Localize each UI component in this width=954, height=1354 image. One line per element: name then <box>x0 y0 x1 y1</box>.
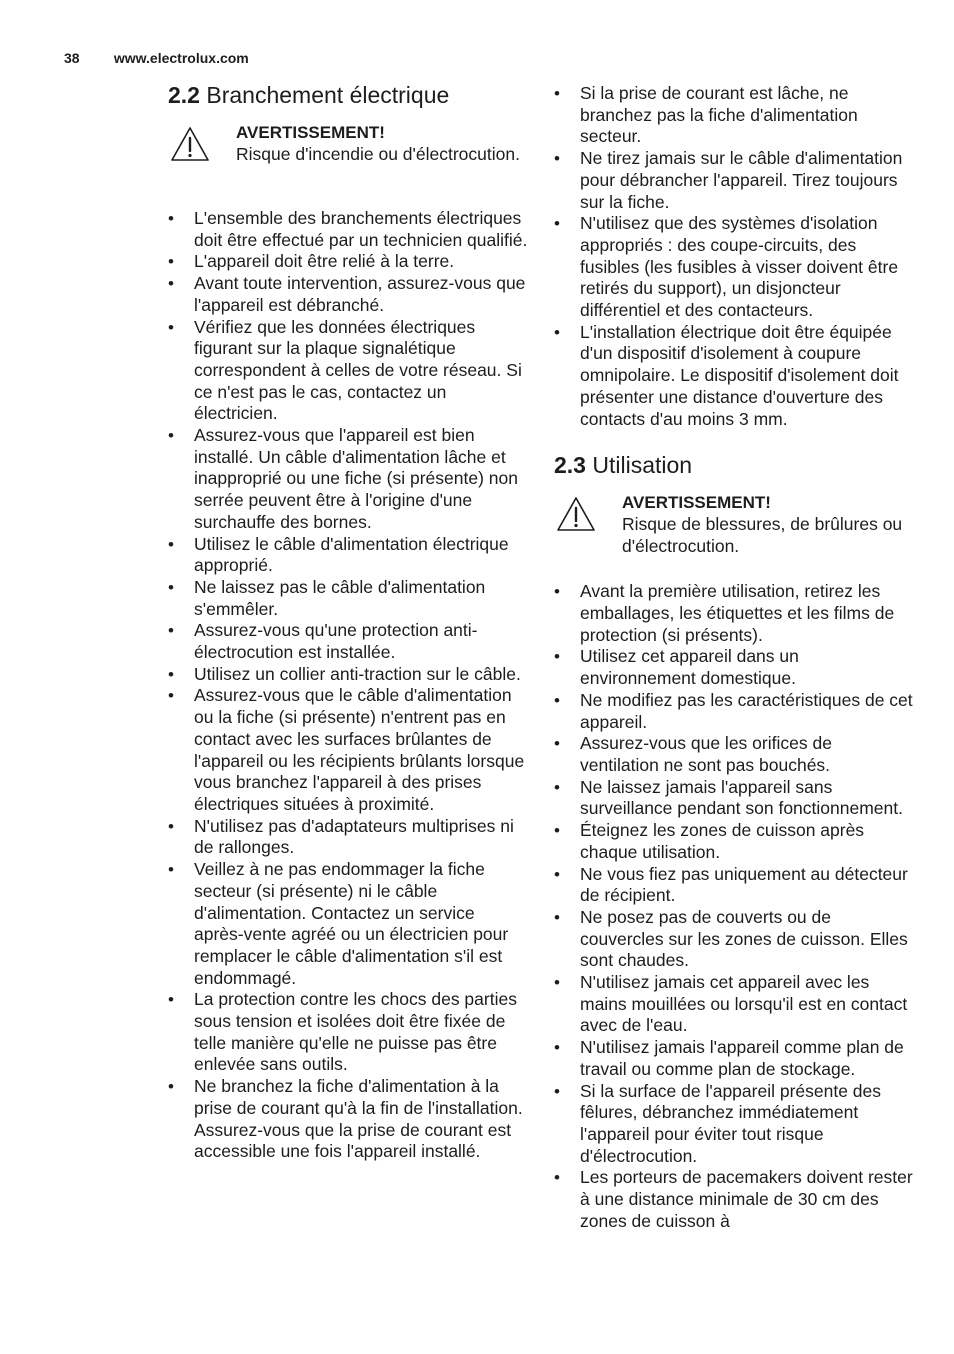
page-header <box>64 50 249 66</box>
list-item: • N'utilisez pas d'adaptateurs multiprises ni de rallonges. <box>168 816 528 859</box>
warning-text: Risque d'incendie ou d'électrocution. <box>236 143 520 164</box>
right-column <box>554 83 914 1232</box>
warning-box <box>168 122 528 184</box>
warning-title: AVERTISSEMENT! <box>236 123 385 142</box>
list-item: • Assurez-vous que les orifices de ventilation ne sont pas bouchés. <box>554 733 914 776</box>
list-item: • Assurez-vous que le câble d'alimentation ou la fiche (si présente) n'entrent pas en contact avec les surfaces brûlantes de l'appareil ou les récipients brûlants lorsque vous branchez l'appareil à des prises électriques situées à proximité. <box>168 685 528 815</box>
left-column <box>168 80 528 1163</box>
list-item: • Utilisez le câble d'alimentation électrique approprié. <box>168 534 528 577</box>
list-item: • N'utilisez jamais cet appareil avec les mains mouillées ou lorsqu'il est en contact avec de l'eau. <box>554 972 914 1037</box>
bullet-list <box>554 581 914 1232</box>
list-item: • La protection contre les chocs des parties sous tension et isolées doit être fixée de telle manière qu'elle ne puisse pas être enlevée sans outils. <box>168 989 528 1076</box>
list-item: • L'ensemble des branchements électriques doit être effectué par un technicien qualifié. <box>168 208 528 251</box>
page-number: 38 <box>64 50 80 66</box>
section-number: 2.2 <box>168 82 200 108</box>
list-item: • Vérifiez que les données électriques figurant sur la plaque signalétique correspondent à celles de votre réseau. Si ce n'est pas le cas, contactez un électricien. <box>168 317 528 426</box>
list-item: • Ne vous fiez pas uniquement au détecteur de récipient. <box>554 864 914 907</box>
list-item: • Les porteurs de pacemakers doivent rester à une distance minimale de 30 cm des zones de cuisson à <box>554 1167 914 1232</box>
list-item: • Utilisez un collier anti-traction sur le câble. <box>168 664 528 686</box>
list-item: • Ne tirez jamais sur le câble d'alimentation pour débrancher l'appareil. Tirez toujours sur la fiche. <box>554 148 914 213</box>
list-item: • N'utilisez que des systèmes d'isolation appropriés : des coupe-circuits, des fusibles (les fusibles à visser doivent être retirés du support), un disjoncteur différentiel et des contacteurs. <box>554 213 914 322</box>
warning-title: AVERTISSEMENT! <box>622 493 771 513</box>
warning-box <box>554 492 914 557</box>
list-item: • Assurez-vous que l'appareil est bien installé. Un câble d'alimentation lâche et inapproprié ou une fiche (si présente) non serrée peuvent être à l'origine d'une surchauffe des bornes. <box>168 425 528 534</box>
bullet-list <box>554 83 914 430</box>
list-item: • Ne laissez pas le câble d'alimentation s'emmêler. <box>168 577 528 620</box>
list-item: • Assurez-vous qu'une protection anti-électrocution est installée. <box>168 620 528 663</box>
list-item: • N'utilisez jamais l'appareil comme plan de travail ou comme plan de stockage. <box>554 1037 914 1080</box>
list-item: • Ne posez pas de couverts ou de couvercles sur les zones de cuisson. Elles sont chaudes. <box>554 907 914 972</box>
list-item: • Éteignez les zones de cuisson après chaque utilisation. <box>554 820 914 863</box>
section-title: Utilisation <box>592 452 693 479</box>
list-item: • Si la prise de courant est lâche, ne branchez pas la fiche d'alimentation secteur. <box>554 83 914 148</box>
list-item: • L'appareil doit être relié à la terre. <box>168 251 528 273</box>
list-item: • Veillez à ne pas endommager la fiche secteur (si présente) ni le câble d'alimentation. Contactez un service après-vente agréé ou un électricien pour remplacer le câble d'alimentation s'il est endommagé. <box>168 859 528 989</box>
section-heading-2-2 <box>168 80 528 110</box>
warning-triangle-icon <box>170 126 210 162</box>
list-item: • Ne branchez la fiche d'alimentation à la prise de courant qu'à la fin de l'installation. Assurez-vous que la prise de courant est accessible une fois l'appareil installé. <box>168 1076 528 1163</box>
warning-text: Risque de blessures, de brûlures ou d'électrocution. <box>622 513 903 556</box>
list-item: • Utilisez cet appareil dans un environnement domestique. <box>554 646 914 689</box>
section-heading-2-3 <box>554 450 914 480</box>
list-item: • L'installation électrique doit être équipée d'un dispositif d'isolement à coupure omnipolaire. Le dispositif d'isolement doit présenter une distance d'ouverture des contacts d'au moins 3 mm. <box>554 322 914 431</box>
list-item: • Avant la première utilisation, retirez les emballages, les étiquettes et les films de protection (si présents). <box>554 581 914 646</box>
section-title: Branchement électrique <box>206 82 450 108</box>
website-url: www.electrolux.com <box>113 50 249 66</box>
list-item: • Si la surface de l'appareil présente des fêlures, débranchez immédiatement l'appareil pour éviter tout risque d'électrocution. <box>554 1081 914 1168</box>
list-item: • Avant toute intervention, assurez-vous que l'appareil est débranché. <box>168 273 528 316</box>
list-item: • Ne laissez jamais l'appareil sans surveillance pendant son fonctionnement. <box>554 777 914 820</box>
warning-triangle-icon <box>556 496 596 532</box>
list-item: • Ne modifiez pas les caractéristiques de cet appareil. <box>554 690 914 733</box>
bullet-list <box>168 208 528 1163</box>
section-number: 2.3 <box>554 452 586 479</box>
